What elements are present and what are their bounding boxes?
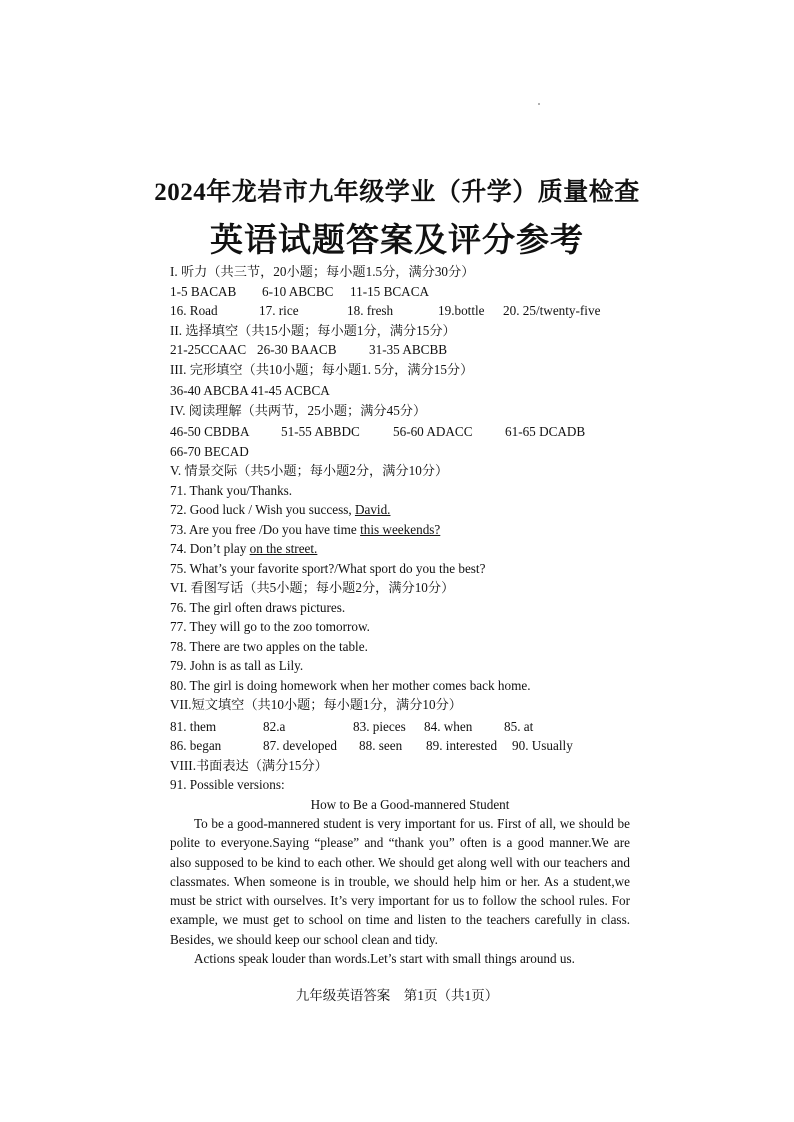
scan-speck <box>538 103 540 105</box>
answer-group: 21-25CCAAC <box>170 342 247 357</box>
section-heading-dialogue: V. 情景交际（共5小题；每小题2分，满分10分） <box>170 463 449 478</box>
section-heading-multiple-choice: II. 选择填空（共15小题；每小题1分，满分15分） <box>170 322 456 338</box>
answer-line <box>170 539 630 559</box>
answer-text: 73. Are you free /Do you have time <box>170 521 361 537</box>
answer-item: 87. developed <box>263 738 337 753</box>
answer-text: 74. Don’t play <box>170 541 250 556</box>
answer-item: 16. Road <box>170 303 218 318</box>
answer-line: 78. There are two apples on the table. <box>170 638 368 654</box>
answer-line: 80. The girl is doing homework when her mother comes back home. <box>170 677 531 693</box>
essay-title: How to Be a Good-mannered Student <box>310 796 510 812</box>
answer-content <box>170 262 630 968</box>
answer-row <box>170 717 630 737</box>
answer-row <box>170 340 630 360</box>
answer-item: 82.a <box>263 718 286 734</box>
answer-group: 51-55 ABBDC <box>281 424 360 439</box>
section-heading-passage-fill: VII.短文填空（共10小题；每小题1分，满分10分） <box>170 697 462 712</box>
answer-item: 88. seen <box>359 738 403 753</box>
answer-item: 90. Usually <box>512 738 573 753</box>
answer-line: 91. Possible versions: <box>170 777 285 792</box>
answer-row <box>170 381 630 401</box>
answer-group: 11-15 BCACA <box>350 283 430 299</box>
answer-group: 6-10 ABCBC <box>262 283 334 299</box>
answer-line: 76. The girl often draws pictures. <box>170 599 346 615</box>
answer-group: 46-50 CBDBA <box>170 424 250 439</box>
answer-item: 18. fresh <box>347 303 394 318</box>
answer-group: 41-45 ACBCA <box>251 383 330 398</box>
exam-title: 2024年龙岩市九年级学业（升学）质量检查 <box>154 179 640 206</box>
answer-line: 71. Thank you/Thanks. <box>170 482 293 498</box>
answer-line <box>170 520 630 540</box>
page-footer: 九年级英语答案 第1页（共1页） <box>295 988 499 1003</box>
answer-group: 56-60 ADACC <box>393 424 473 439</box>
answer-group: 26-30 BAACB <box>257 342 337 357</box>
answer-item: 84. when <box>424 718 473 734</box>
answer-row <box>170 422 630 442</box>
answer-item: 20. 25/twenty-five <box>503 303 601 318</box>
answer-line: 79. John is as tall as Lily. <box>170 658 304 673</box>
answer-line: 77. They will go to the zoo tomorrow. <box>170 619 370 634</box>
answer-item: 86. began <box>170 738 222 753</box>
answer-line: 75. What’s your favorite sport?/What sport do you the best? <box>170 560 486 576</box>
answer-group: 66-70 BECAD <box>170 443 249 459</box>
answer-item: 85. at <box>504 718 534 734</box>
answer-item: 89. interested <box>426 738 498 753</box>
exam-subtitle: 英语试题答案及评分参考 <box>210 223 584 259</box>
answer-group: 36-40 ABCBA <box>170 383 249 398</box>
essay-paragraph: To be a good-mannered student is very important for us. First of all, we should be polite to everyone.Saying “please” and “thank you” often is a good manner.We are also supposed to be kind to each other. We should get along well with our teachers and classmates. When someone is in trouble, we should help him or her. As a student,we must be strict with ourselves. It’s very important for us to follow the school rules. For example, we must get to school on time and listen to the teachers carefully in class. Besides, we should keep our school clean and tidy. <box>170 816 630 947</box>
answer-item: 19.bottle <box>438 303 485 318</box>
answer-row <box>170 282 630 302</box>
answer-item: 83. pieces <box>353 718 406 734</box>
underlined-text: this weekends? <box>360 521 441 537</box>
answer-text: 72. Good luck / Wish you success, <box>170 502 355 517</box>
section-heading-listening: I. 听力（共三节，20小题；每小题1.5分，满分30分） <box>170 264 475 279</box>
answer-group: 61-65 DCADB <box>505 424 586 439</box>
underlined-text: on the street. <box>249 541 318 556</box>
underlined-text: David. <box>354 502 391 517</box>
section-heading-writing: VIII.书面表达（满分15分） <box>170 757 328 773</box>
section-heading-reading: IV. 阅读理解（共两节，25小题；满分45分） <box>170 402 427 418</box>
answer-item: 17. rice <box>259 303 299 318</box>
answer-group: 1-5 BACAB <box>170 283 237 299</box>
essay-paragraph: Actions speak louder than words.Let’s start with small things around us. <box>194 951 575 967</box>
answer-row <box>170 736 630 756</box>
answer-row <box>170 301 630 321</box>
answer-line <box>170 500 630 520</box>
answer-group: 31-35 ABCBB <box>369 342 448 357</box>
answer-item: 81. them <box>170 718 217 734</box>
section-heading-picture-writing: VI. 看图写话（共5小题；每小题2分，满分10分） <box>170 580 455 595</box>
section-heading-cloze: III. 完形填空（共10小题；每小题1. 5分，满分15分） <box>170 361 474 377</box>
answer-row <box>170 442 630 462</box>
